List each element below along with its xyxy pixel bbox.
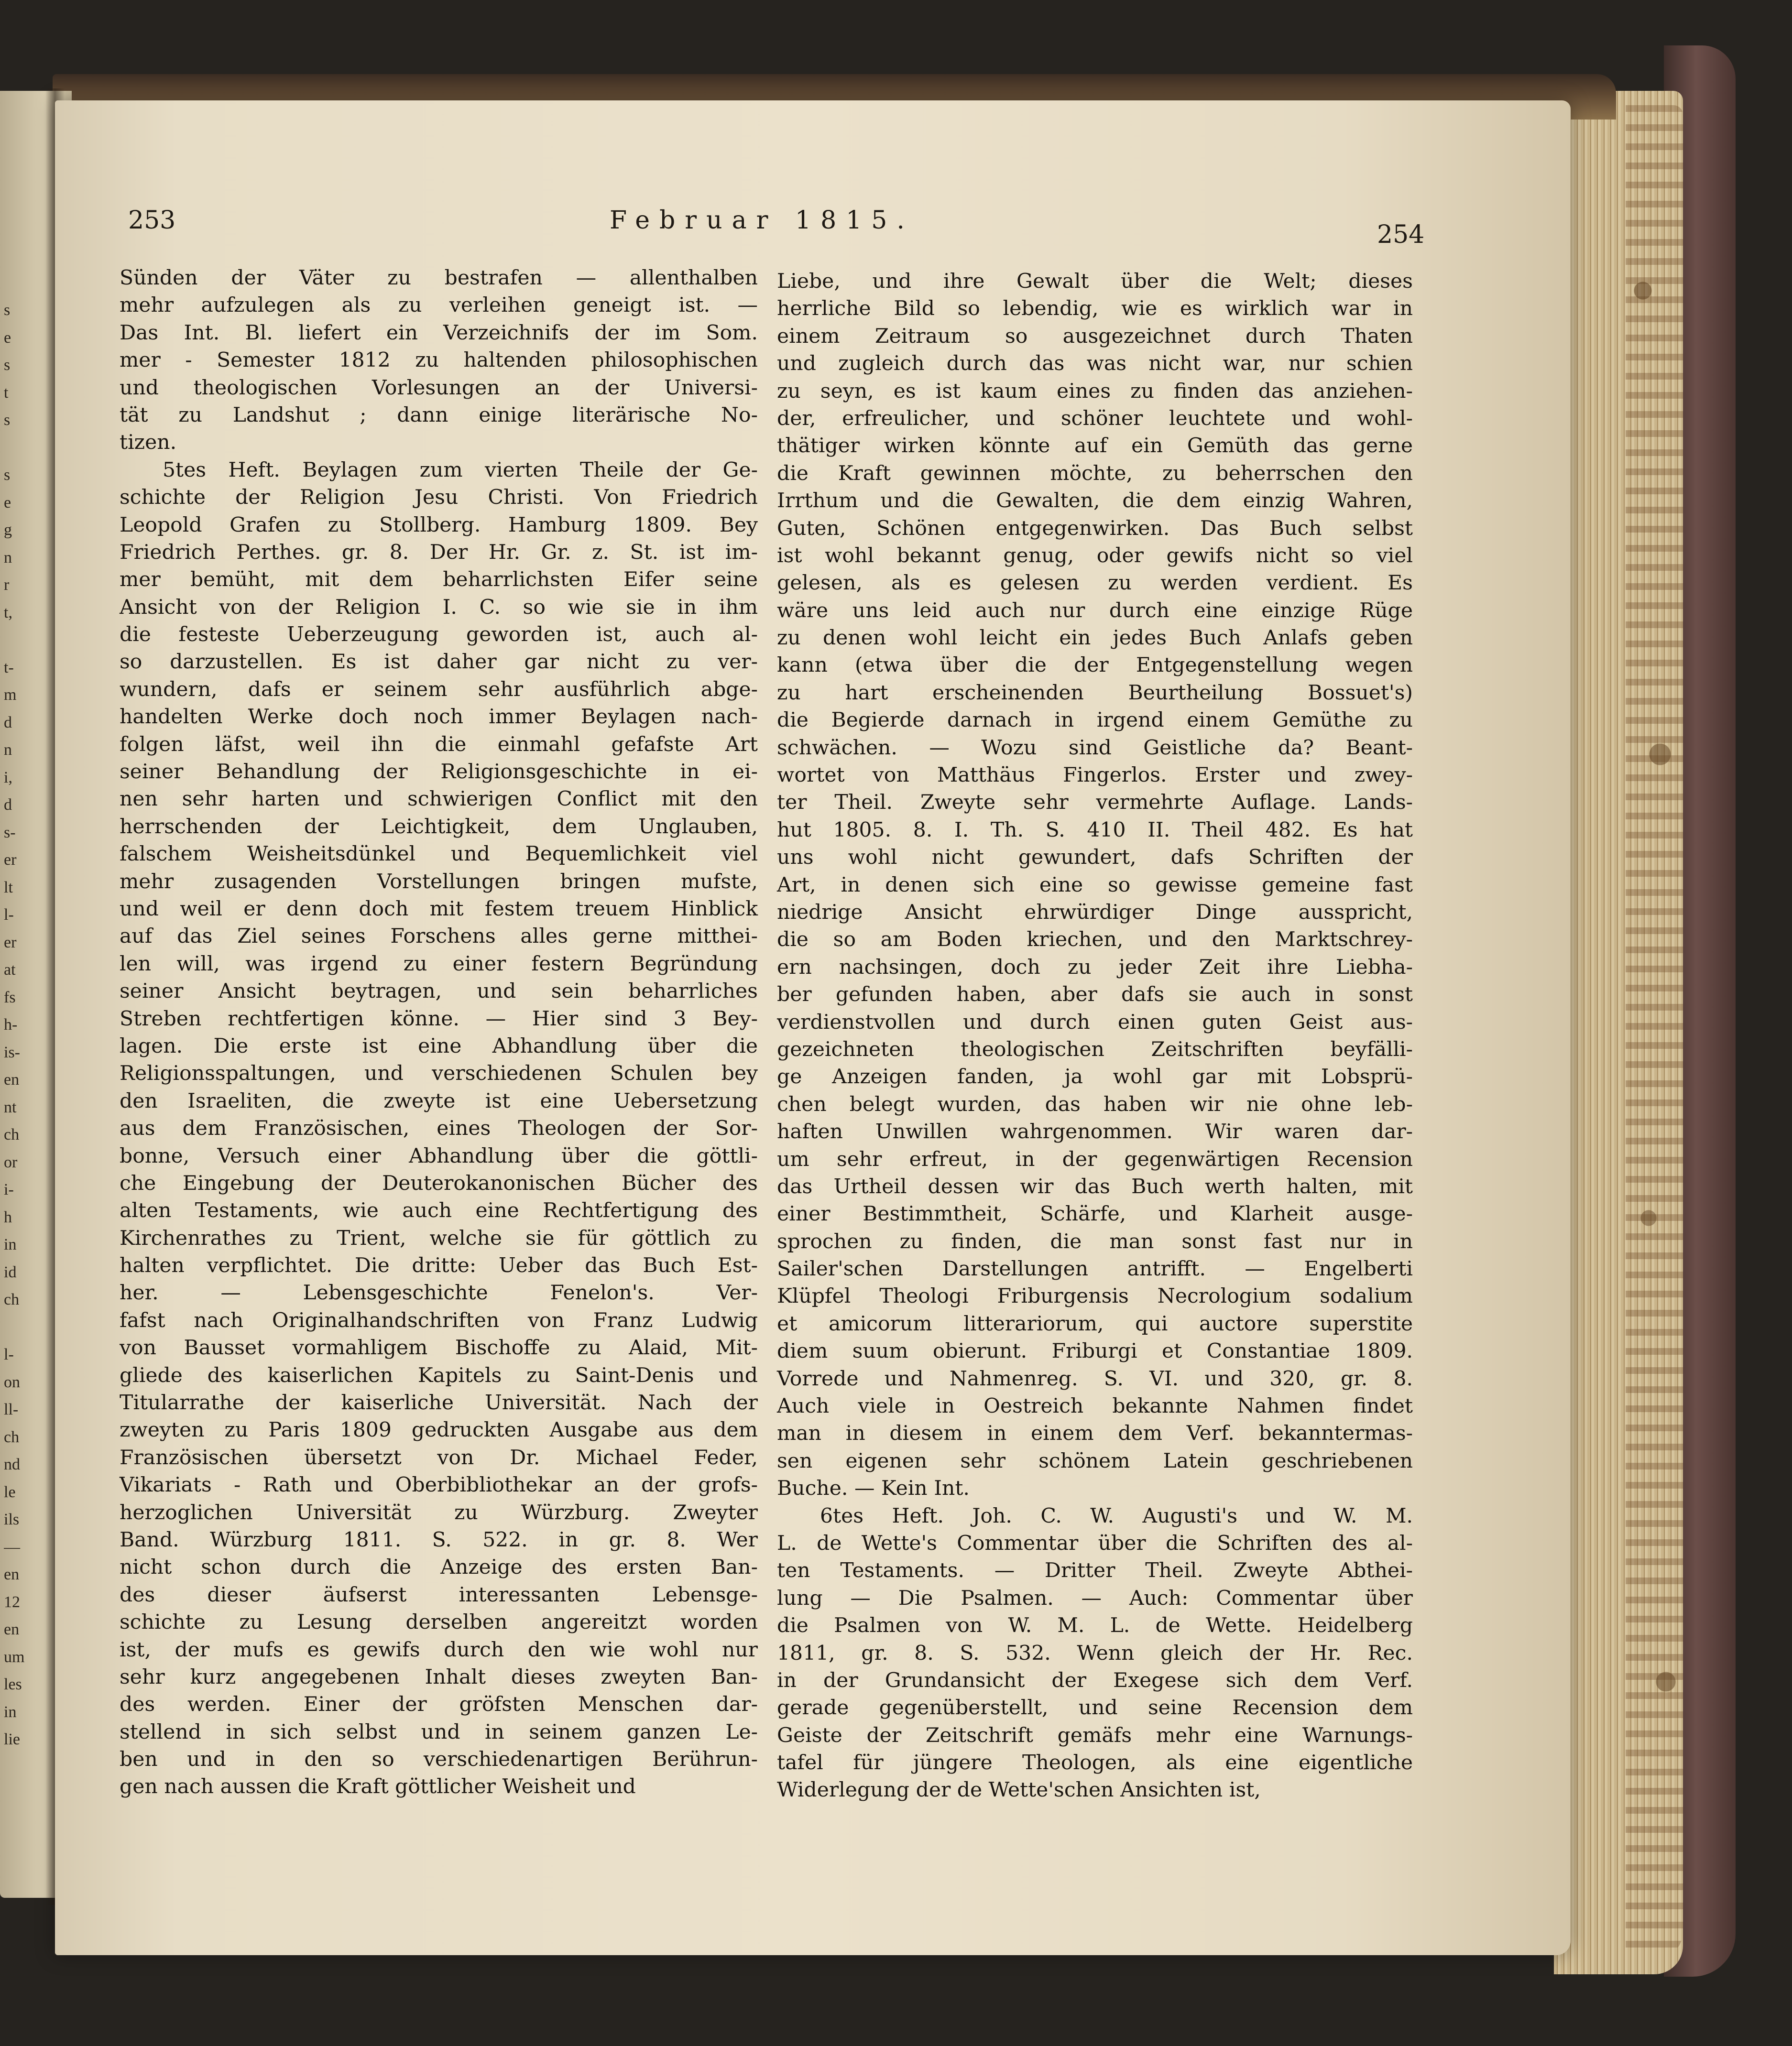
left-page-fragment: r — [4, 576, 10, 594]
left-page-fragment: or — [4, 1153, 18, 1171]
text-line: die Psalmen von W. M. L. de Wette. Heidelberg — [777, 1614, 1413, 1638]
left-page-fragment: e — [4, 493, 11, 512]
left-page-fragment: s — [4, 411, 11, 429]
text-line: gelesen, als es gelesen zu werden verdient. Es — [777, 571, 1413, 595]
text-line: lung — Die Psalmen. — Auch: Commentar über — [777, 1586, 1413, 1610]
text-line: so darzustellen. Es ist daher gar nicht zu ver- — [120, 650, 758, 674]
text-line: ben und in den so verschiedenartigen Berührun- — [120, 1748, 758, 1772]
left-page-fragment: on — [4, 1373, 20, 1391]
text-line: von Bausset vormahligem Bischoffe zu Alaid, Mit- — [120, 1336, 758, 1360]
text-line: Leopold Grafen zu Stollberg. Hamburg 1809. Bey — [120, 513, 758, 537]
text-line: len will, was irgend zu einer festern Begründung — [120, 952, 758, 976]
text-line: verdienstvollen und durch einen guten Geist aus- — [777, 1010, 1413, 1034]
text-column-right — [777, 268, 1413, 1804]
text-line: Kirchenrathes zu Trient, welche sie für göttlich zu — [120, 1226, 758, 1250]
left-page-fragment: s — [4, 466, 11, 484]
text-line: handelten Werke doch noch immer Beylagen nach- — [120, 705, 758, 729]
text-line: ber gefunden haben, aber dafs sie auch in sonst — [777, 983, 1413, 1007]
text-line: 1811, gr. 8. S. 532. Wenn gleich der Hr. Rec. — [777, 1641, 1413, 1665]
left-page-fragment: um — [4, 1648, 25, 1666]
text-line: auf das Ziel seines Forschens alles gerne mitthei- — [120, 925, 758, 948]
left-page-fragment: en — [4, 1566, 20, 1583]
text-line: diem suum obierunt. Friburgi et Constantiae 1809. — [777, 1339, 1413, 1363]
page-number-left: 253 — [128, 206, 176, 235]
text-line: ter Theil. Zweyte sehr vermehrte Auflage. Lands- — [777, 791, 1413, 815]
text-line: in der Grundansicht der Exegese sich dem Verf. — [777, 1668, 1413, 1692]
text-line: ern nachsingen, doch zu jeder Zeit ihre Liebha- — [777, 955, 1413, 979]
text-line: das Urtheil dessen wir das Buch werth halten, mit — [777, 1175, 1413, 1198]
text-line: chen belegt wurden, das haben wir nie ohne leb- — [777, 1092, 1413, 1116]
text-line: wäre uns leid auch nur durch eine einzige Rüge — [777, 599, 1413, 622]
left-page-fragment: en — [4, 1621, 20, 1638]
left-page-fragment — [4, 626, 47, 654]
text-line: Das Int. Bl. liefert ein Verzeichnifs der im Som. — [120, 321, 758, 345]
text-line: niedrige Ansicht ehrwürdiger Dinge ausspricht, — [777, 900, 1413, 924]
text-line: des dieser äufserst interessanten Lebensge- — [120, 1583, 758, 1607]
text-line: stellend in sich selbst und in seinem ganzen Le- — [120, 1720, 758, 1744]
left-page-fragment: l- — [4, 1346, 14, 1363]
text-line: des werden. Einer der gröfsten Menschen dar- — [120, 1693, 758, 1717]
text-line: sehr kurz angegebenen Inhalt dieses zweyten Ban- — [120, 1665, 758, 1689]
left-page-fragment: is- — [4, 1043, 20, 1061]
page-number-right: 254 — [1377, 220, 1425, 249]
text-line: mer bemüht, mit dem beharrlichsten Eifer seine — [120, 568, 758, 592]
left-page-fragment: i, — [4, 768, 12, 786]
left-page-fragment: id — [4, 1263, 17, 1281]
left-page-fragment: en — [4, 1071, 20, 1088]
text-line: Streben rechtfertigen könne. — Hier sind 3 Bey- — [120, 1007, 758, 1031]
text-line: und zugleich durch das was nicht war, nur schien — [777, 352, 1413, 376]
text-line: Sailer'schen Darstellungen antrifft. — Engelberti — [777, 1257, 1413, 1281]
text-line: gezeichneten theologischen Zeitschriften beyfälli- — [777, 1037, 1413, 1061]
left-page-fragment: nd — [4, 1456, 20, 1473]
text-line: alten Testaments, wie auch eine Rechtfertigung des — [120, 1199, 758, 1223]
left-page-fragment: l- — [4, 906, 14, 924]
left-page-fragment: s- — [4, 823, 16, 841]
text-line: Guten, Schönen entgegenwirken. Das Buch selbst — [777, 516, 1413, 540]
text-line: Ansicht von der Religion I. C. so wie sie in ihm — [120, 595, 758, 619]
text-line: Liebe, und ihre Gewalt über die Welt; dieses — [777, 270, 1413, 293]
text-line: ist, der mufs es gewifs durch den wie wohl nur — [120, 1638, 758, 1662]
text-line: wortet von Matthäus Fingerlos. Erster und zwey- — [777, 763, 1413, 787]
text-line: der, erfreulicher, und schöner leuchtete und wohl- — [777, 406, 1413, 430]
left-page-fragment — [4, 434, 47, 462]
text-line: zu hart erscheinenden Beurtheilung Bossuet's) — [777, 681, 1413, 705]
text-line: Friedrich Perthes. gr. 8. Der Hr. Gr. z. St. ist im- — [120, 540, 758, 564]
text-line: sen eigenen sehr schönem Latein geschriebenen — [777, 1449, 1413, 1473]
text-line: Widerlegung der de Wette'schen Ansichten ist, — [777, 1778, 1261, 1802]
text-line: einer Bestimmtheit, Schärfe, und Klarheit ausge- — [777, 1202, 1413, 1226]
left-page-fragment: les — [4, 1676, 22, 1693]
text-line: halten verpflichtet. Die dritte: Ueber das Buch Est- — [120, 1254, 758, 1278]
text-line: Auch viele in Oestreich bekannte Nahmen findet — [777, 1394, 1413, 1418]
left-page-fragment — [4, 1314, 47, 1341]
text-column-left — [120, 264, 758, 1801]
text-line: nicht schon durch die Anzeige des ersten Ban- — [120, 1556, 758, 1579]
text-line: mer - Semester 1812 zu haltenden philosophischen — [120, 348, 758, 372]
text-line: 6tes Heft. Joh. C. W. Augusti's und W. M. — [820, 1504, 1413, 1528]
text-line: herzoglichen Universität zu Würzburg. Zweyter — [120, 1501, 758, 1524]
text-line: haften Unwillen wahrgenommen. Wir waren dar- — [777, 1120, 1413, 1144]
text-line: che Eingebung der Deuterokanonischen Bücher des — [120, 1171, 758, 1195]
text-line: falschem Weisheitsdünkel und Bequemlichkeit viel — [120, 842, 758, 866]
text-line: schichte der Religion Jesu Christi. Von Friedrich — [120, 486, 758, 510]
text-line: seiner Ansicht beytragen, und sein beharrliches — [120, 979, 758, 1003]
text-line: die so am Boden kriechen, und den Marktschrey- — [777, 928, 1413, 952]
page-edges-marbling — [1626, 105, 1683, 1960]
left-page-fragment: n — [4, 741, 12, 759]
text-line: die Begierde darnach in irgend einem Gemüthe zu — [777, 708, 1413, 732]
text-line: Vikariats - Rath und Oberbibliothekar an der grofs- — [120, 1473, 758, 1497]
text-line: Titularrathe der kaiserliche Universität. Nach der — [120, 1391, 758, 1415]
text-line: sprochen zu finden, die man sonst fast nur in — [777, 1230, 1413, 1253]
text-line: herrliche Bild so lebendig, wie es wirklich war in — [777, 297, 1413, 321]
text-line: schwächen. — Wozu sind Geistliche da? Beant- — [777, 736, 1413, 760]
left-page-fragment: ll- — [4, 1401, 19, 1418]
text-line: ge Anzeigen fanden, ja wohl gar mit Lobsprü- — [777, 1065, 1413, 1089]
text-line: Religionsspaltungen, und verschiedenen Schulen bey — [120, 1062, 758, 1086]
text-line: Irrthum und die Gewalten, die dem einzig Wahren, — [777, 489, 1413, 513]
left-page-text-fragments — [4, 296, 47, 1753]
text-line: hut 1805. 8. I. Th. S. 410 II. Theil 482. Es hat — [777, 818, 1413, 842]
text-line: uns wohl nicht gewundert, dafs Schriften der — [777, 846, 1413, 870]
left-page-fragment: in — [4, 1703, 17, 1721]
text-line: ist wohl bekannt genug, oder gewifs nicht so viel — [777, 544, 1413, 567]
left-page-fragment: ch — [4, 1428, 20, 1446]
text-line: und theologischen Vorlesungen an der Universi- — [120, 376, 758, 400]
text-line: einem Zeitraum so ausgezeichnet durch Thaten — [777, 324, 1413, 348]
text-line: schichte zu Lesung derselben angereitzt worden — [120, 1611, 758, 1634]
left-page-fragment: h — [4, 1208, 12, 1226]
left-page-fragment: fs — [4, 988, 16, 1006]
text-line: um sehr erfreut, in der gegenwärtigen Recension — [777, 1147, 1413, 1171]
left-page-fragment: at — [4, 961, 16, 979]
text-line: gerade gegenüberstellt, und seine Recension dem — [777, 1696, 1413, 1720]
left-page-fragment: t- — [4, 658, 14, 676]
text-line: Sünden der Väter zu bestrafen — allenthalben — [120, 266, 758, 290]
text-line: folgen läfst, weil ihn die einmahl gefafste Art — [120, 732, 758, 756]
left-page-fragment: er — [4, 933, 17, 951]
left-page-fragment: ch — [4, 1291, 20, 1308]
text-line: nen sehr harten und schwierigen Conflict mit den — [120, 787, 758, 811]
text-line: Vorrede und Nahmenreg. S. VI. und 320, gr. 8. — [777, 1367, 1413, 1391]
text-line: kann (etwa über die der Entgegenstellung wegen — [777, 653, 1413, 677]
left-page-fragment: er — [4, 851, 17, 869]
left-page-fragment: lie — [4, 1730, 20, 1748]
left-page-fragment: ils — [4, 1511, 20, 1528]
text-line: thätiger wirken könnte auf ein Gemüth das gerne — [777, 434, 1413, 458]
text-line: L. de Wette's Commentar über die Schriften des al- — [777, 1531, 1413, 1555]
left-page-fragment: s — [4, 301, 11, 319]
running-title: Februar 1815. — [610, 206, 914, 235]
left-page-fragment: h- — [4, 1016, 18, 1034]
text-line: Art, in denen sich eine so gewisse gemeine fast — [777, 873, 1413, 897]
text-line: den Israeliten, die zweyte ist eine Uebersetzung — [120, 1089, 758, 1113]
text-line: wundern, dafs er seinem sehr ausführlich abge- — [120, 677, 758, 701]
text-line: gliede des kaiserlichen Kapitels zu Saint-Denis und — [120, 1363, 758, 1387]
left-page-fragment: g — [4, 521, 12, 539]
text-line: mehr zusagenden Vorstellungen bringen mufste, — [120, 870, 758, 893]
text-line: tät zu Landshut ; dann einige literärische No- — [120, 403, 758, 427]
left-page-fragment: d — [4, 713, 12, 731]
text-line: lagen. Die erste ist eine Abhandlung über die — [120, 1034, 758, 1058]
text-line: gen nach aussen die Kraft göttlicher Weisheit und — [120, 1775, 636, 1799]
text-line: her. — Lebensgeschichte Fenelon's. Ver- — [120, 1281, 758, 1305]
text-line: und weil er denn doch mit festem treuem Hinblick — [120, 897, 758, 921]
left-page-fragment: s — [4, 356, 11, 374]
text-line: et amicorum litterariorum, qui auctore superstite — [777, 1312, 1413, 1336]
left-page-fragment: i- — [4, 1181, 14, 1198]
left-page-fragment: n — [4, 548, 12, 566]
text-line: ten Testaments. — Dritter Theil. Zweyte Abthei- — [777, 1559, 1413, 1583]
left-page-fragment: 12 — [4, 1593, 20, 1611]
text-line: zu seyn, es ist kaum eines zu finden das anziehen- — [777, 379, 1413, 403]
text-line: fafst nach Originalhandschriften von Franz Ludwig — [120, 1308, 758, 1332]
left-page-fragment: t, — [4, 603, 12, 621]
text-line: Klüpfel Theologi Friburgensis Necrologium sodalium — [777, 1284, 1413, 1308]
left-page-fragment: m — [4, 686, 17, 704]
left-page-fragment: ch — [4, 1126, 20, 1143]
text-line: die festeste Ueberzeugung geworden ist, auch al- — [120, 623, 758, 647]
left-page-fragment: in — [4, 1236, 17, 1253]
text-line: Buche. — Kein Int. — [777, 1477, 970, 1501]
left-page-fragment: lt — [4, 878, 13, 896]
text-line: seiner Behandlung der Religionsgeschichte in ei- — [120, 760, 758, 784]
text-line: zu denen wohl leicht ein jedes Buch Anlafs geben — [777, 626, 1413, 650]
text-line: mehr aufzulegen als zu verleihen geneigt ist. — — [120, 294, 758, 317]
left-page-fragment: t — [4, 383, 9, 402]
text-line: zweyten zu Paris 1809 gedruckten Ausgabe aus dem — [120, 1418, 758, 1442]
left-page-fragment: le — [4, 1483, 16, 1501]
text-line: bonne, Versuch einer Abhandlung über die göttli- — [120, 1144, 758, 1168]
left-page-fragment: e — [4, 328, 11, 347]
left-page-fragment: — — [4, 1538, 20, 1556]
text-line: Französischen übersetzt von Dr. Michael Feder, — [120, 1446, 758, 1469]
left-page-fragment: d — [4, 796, 12, 814]
text-line: herrschenden der Leichtigkeit, dem Unglauben, — [120, 815, 758, 838]
left-page-fragment: nt — [4, 1098, 17, 1116]
text-line: 5tes Heft. Beylagen zum vierten Theile der Ge- — [163, 458, 758, 482]
text-line: Band. Würzburg 1811. S. 522. in gr. 8. Wer — [120, 1528, 758, 1552]
text-line: tizen. — [120, 431, 177, 455]
text-line: die Kraft gewinnen möchte, zu beherrschen den — [777, 461, 1413, 485]
text-line: man in diesem in einem dem Verf. bekanntermas- — [777, 1422, 1413, 1446]
text-line: Geiste der Zeitschrift gemäfs mehr eine Warnungs- — [777, 1723, 1413, 1747]
text-line: tafel für jüngere Theologen, als eine eigentliche — [777, 1751, 1413, 1775]
text-line: aus dem Französischen, eines Theologen der Sor- — [120, 1117, 758, 1141]
